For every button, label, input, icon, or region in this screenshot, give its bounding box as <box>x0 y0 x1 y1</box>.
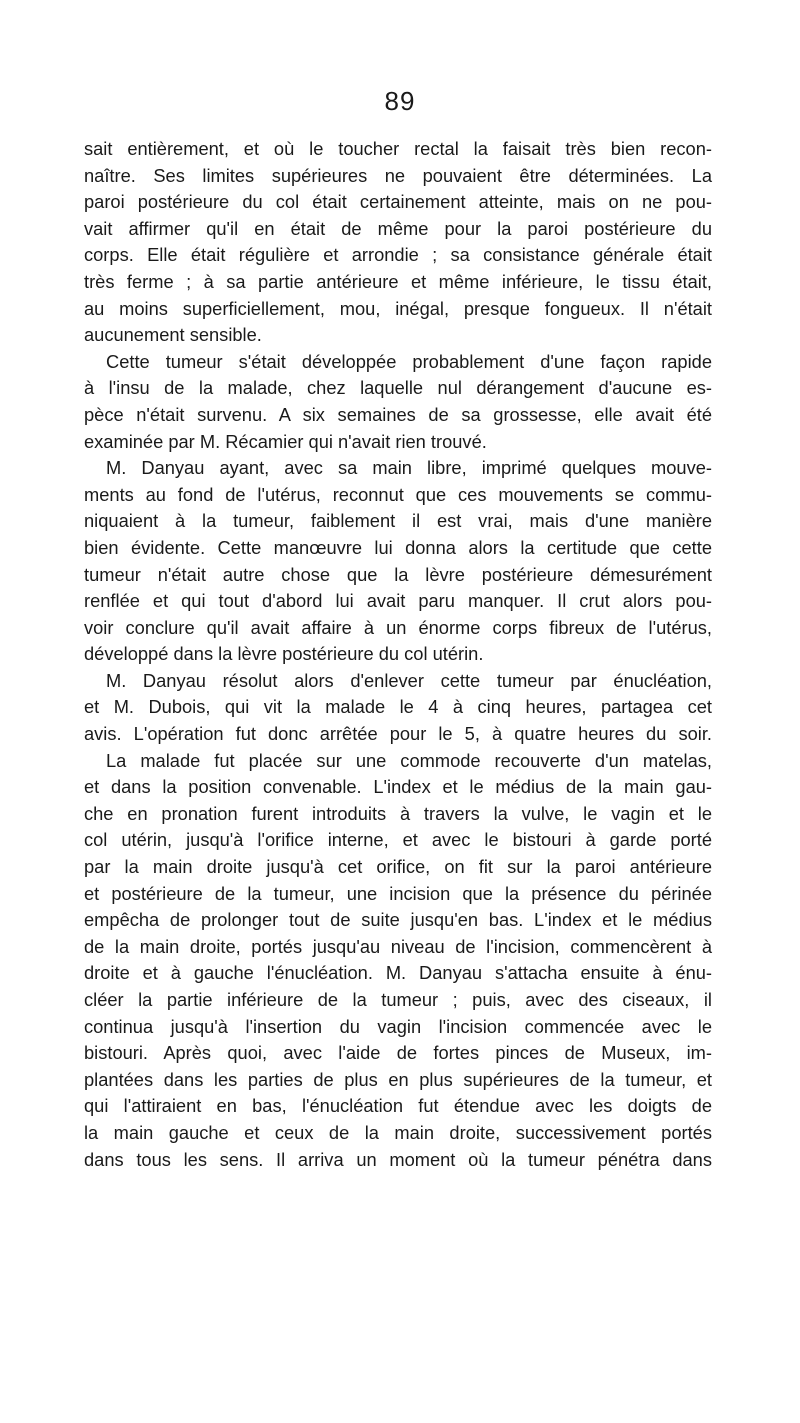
text-line: par la main droite jusqu'à cet orifice, on fit sur la paroi antérieure <box>84 856 712 878</box>
text-line: bistouri. Après quoi, avec l'aide de fortes pinces de Museux, im- <box>84 1042 712 1064</box>
text-line: M. Danyau ayant, avec sa main libre, imprimé quelques mouve- <box>106 457 712 479</box>
text-line: empêcha de prolonger tout de suite jusqu'en bas. L'index et le médius <box>84 909 712 931</box>
text-line: plantées dans les parties de plus en plus supérieures de la tumeur, et <box>84 1068 712 1090</box>
text-line: avis. L'opération fut donc arrêtée pour le 5, à quatre heures du soir. <box>84 723 712 745</box>
text-line: pèce n'était survenu. A six semaines de sa grossesse, elle avait été <box>84 403 712 425</box>
text-line: bien évidente. Cette manœuvre lui donna alors la certitude que cette <box>84 536 712 558</box>
text-line: vait affirmer qu'il en était de même pour la paroi postérieure du <box>84 217 712 239</box>
text-line: au moins superficiellement, mou, inégal, presque fongueux. Il n'était <box>84 297 712 319</box>
text-line: niquaient à la tumeur, faiblement il est vrai, mais d'une manière <box>84 510 712 532</box>
text-line: examinée par M. Récamier qui n'avait rien trouvé. <box>84 430 487 452</box>
text-line: ments au fond de l'utérus, reconnut que ces mouvements se commu- <box>84 483 712 505</box>
text-line: et postérieure de la tumeur, une incision que la présence du périnée <box>84 882 712 904</box>
text-line: col utérin, jusqu'à l'orifice interne, et avec le bistouri à garde porté <box>84 829 712 851</box>
text-line: renflée et qui tout d'abord lui avait paru manquer. Il crut alors pou- <box>84 590 712 612</box>
text-line: de la main droite, portés jusqu'au niveau de l'incision, commencèrent à <box>84 935 712 957</box>
text-line: à l'insu de la malade, chez laquelle nul dérangement d'aucune es- <box>84 377 712 399</box>
text-line: et M. Dubois, qui vit la malade le 4 à cinq heures, partagea cet <box>84 696 712 718</box>
text-line: cléer la partie inférieure de la tumeur ; puis, avec des ciseaux, il <box>84 989 712 1010</box>
text-line: La malade fut placée sur une commode recouverte d'un matelas, <box>106 749 712 771</box>
text-line: aucunement sensible. <box>84 324 262 346</box>
text-line: droite et à gauche l'énucléation. M. Danyau s'attacha ensuite à énu- <box>84 962 712 984</box>
text-line: et dans la position convenable. L'index et le médius de la main gau- <box>84 776 712 798</box>
text-line: développé dans la lèvre postérieure du col utérin. <box>84 643 484 665</box>
body-text <box>84 136 712 1173</box>
text-line: qui l'attiraient en bas, l'énucléation fut étendue avec les doigts de <box>84 1095 712 1117</box>
text-line: la main gauche et ceux de la main droite, successivement portés <box>84 1121 712 1143</box>
text-line: paroi postérieure du col était certainement atteinte, mais on ne pou- <box>84 191 712 213</box>
page-number: 89 <box>384 86 416 116</box>
text-line: naître. Ses limites supérieures ne pouvaient être déterminées. La <box>84 164 712 186</box>
text-line: très ferme ; à sa partie antérieure et même inférieure, le tissu était, <box>84 270 712 292</box>
text-line: sait entièrement, et où le toucher rectal la faisait très bien recon- <box>84 138 712 159</box>
text-line: continua jusqu'à l'insertion du vagin l'incision commencée avec le <box>84 1015 712 1037</box>
text-line: corps. Elle était régulière et arrondie ; sa consistance générale était <box>84 244 712 266</box>
text-line: voir conclure qu'il avait affaire à un énorme corps fibreux de l'utérus, <box>84 616 712 638</box>
text-line: Cette tumeur s'était développée probablement d'une façon rapide <box>106 350 712 372</box>
text-line: tumeur n'était autre chose que la lèvre postérieure démesurément <box>84 563 712 585</box>
text-line: M. Danyau résolut alors d'enlever cette tumeur par énucléation, <box>106 669 712 691</box>
text-line: che en pronation furent introduits à travers la vulve, le vagin et le <box>84 802 712 824</box>
text-line: dans tous les sens. Il arriva un moment où la tumeur pénétra dans <box>84 1148 712 1170</box>
